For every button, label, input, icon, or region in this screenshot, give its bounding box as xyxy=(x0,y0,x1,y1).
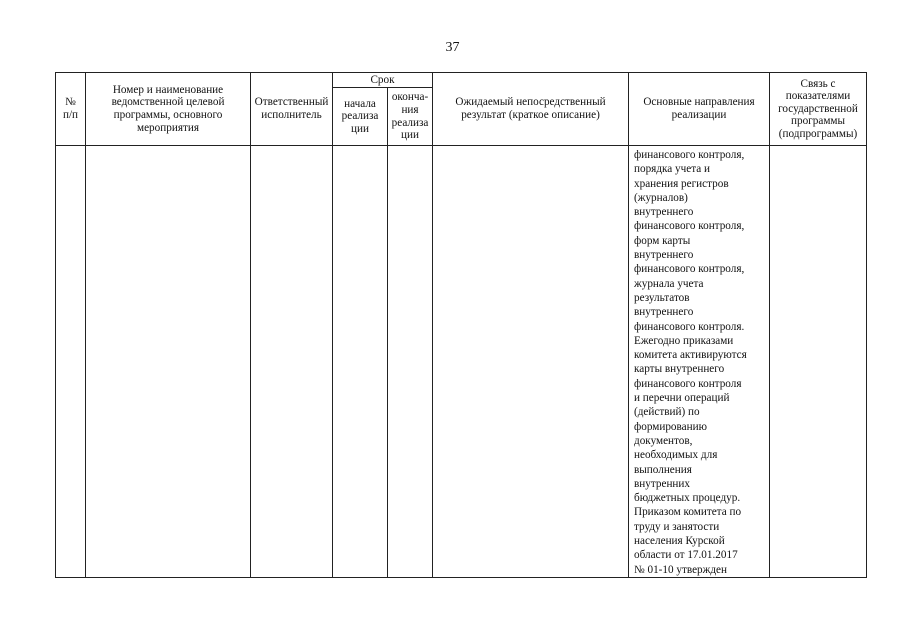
header-expected-result: Ожидаемый непосредственный результат (краткое описание) xyxy=(433,73,629,146)
header-term-start: начала реализа ции xyxy=(333,88,388,146)
header-number: № п/п xyxy=(56,73,86,146)
table-row xyxy=(56,146,867,578)
header-executor: Ответственный исполнитель xyxy=(251,73,333,146)
cell-program-name xyxy=(86,146,251,578)
header-term-end: оконча- ния реализа ции xyxy=(388,88,433,146)
cell-program-link xyxy=(770,146,867,578)
cell-expected-result xyxy=(433,146,629,578)
header-main-directions: Основные направления реализации xyxy=(629,73,770,146)
page-number: 37 xyxy=(445,40,460,55)
cell-executor xyxy=(251,146,333,578)
cell-term-start xyxy=(333,146,388,578)
program-table xyxy=(55,72,867,578)
header-program-link: Связь с показателями государственной программы (подпрограммы) xyxy=(770,73,867,146)
cell-main-directions xyxy=(629,146,770,578)
cell-term-end xyxy=(388,146,433,578)
directions-text: финансового контроля, порядка учета и хранения регистров (журналов) внутреннего финансового контроля, форм карты внутреннего финансового контроля, журнала учета результатов внутреннего финансового контроля. Ежегодно приказами комитета активируются карты внутреннего финансового контроля и перечни операций (действий) по формированию документов, необходимых для выполнения внутренних бюджетных процедур. Приказом комитета по труду и занятости населения Курской области от 17.01.2017 № 01-10 утвержден xyxy=(634,149,747,576)
cell-number xyxy=(56,146,86,578)
header-term: Срок xyxy=(333,73,433,88)
header-program-name: Номер и наименование ведомственной целевой программы, основного мероприятия xyxy=(86,73,251,146)
